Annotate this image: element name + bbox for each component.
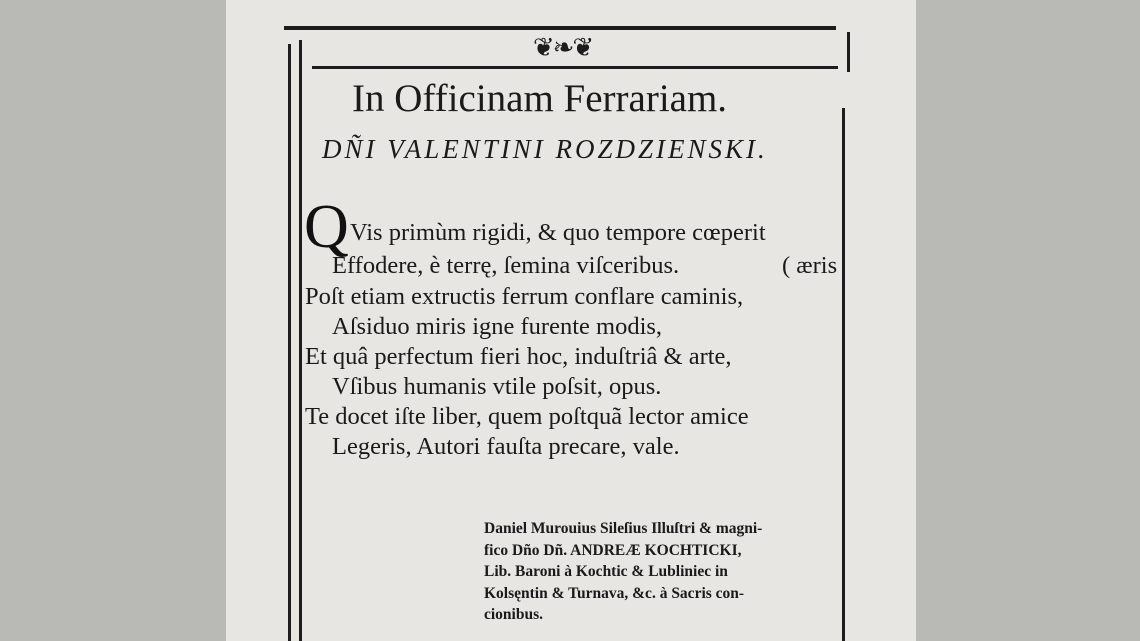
drop-cap: Q (304, 193, 349, 261)
poem-line: Poſt etiam extructis ferrum conflare caminis, (305, 283, 744, 310)
page-title: In Officinam Ferrariam. (352, 77, 728, 120)
left-border-inner (299, 40, 302, 641)
right-border (842, 108, 845, 641)
top-border (284, 26, 836, 30)
poem-line: Vſibus humanis vtile poſsit, opus. (332, 373, 662, 400)
dedication-line: Daniel Murouius Sileſius Illuſtri & magni- (484, 520, 763, 537)
left-border-outer (288, 44, 291, 641)
poem-line: Vis primùm rigidi, & quo tempore cœperit (350, 219, 766, 246)
poem-line: Te docet iſte liber, quem poſtquã lector amice (305, 403, 749, 430)
poem-line: Legeris, Autori fauſta precare, vale. (332, 433, 680, 460)
author-subtitle: DÑI VALENTINI ROZDZIENSKI. (322, 134, 768, 164)
poem-line: Aſsiduo miris igne furente modis, (332, 313, 663, 340)
poem-line: Et quâ perfectum fieri hoc, induſtriâ & arte, (305, 343, 732, 370)
right-border-top (847, 32, 850, 72)
dedication (484, 518, 762, 626)
ornament-icon: ❦❧❦ (532, 33, 593, 62)
header-rule (312, 66, 838, 69)
dedication-line: cionibus. (484, 606, 544, 623)
poem-line: Effodere, è terrę, ſemina viſceribus. (332, 252, 680, 279)
dedication-line: Kolsęntin & Turnava, &c. à Sacris con- (484, 584, 745, 602)
dedication-line: fico Dño Dñ. ANDREÆ KOCHTICKI, (484, 541, 742, 559)
poem-overflow: ( æris (782, 252, 838, 279)
dedication-line: Lib. Baroni à Kochtic & Lubliniec in (484, 563, 728, 580)
